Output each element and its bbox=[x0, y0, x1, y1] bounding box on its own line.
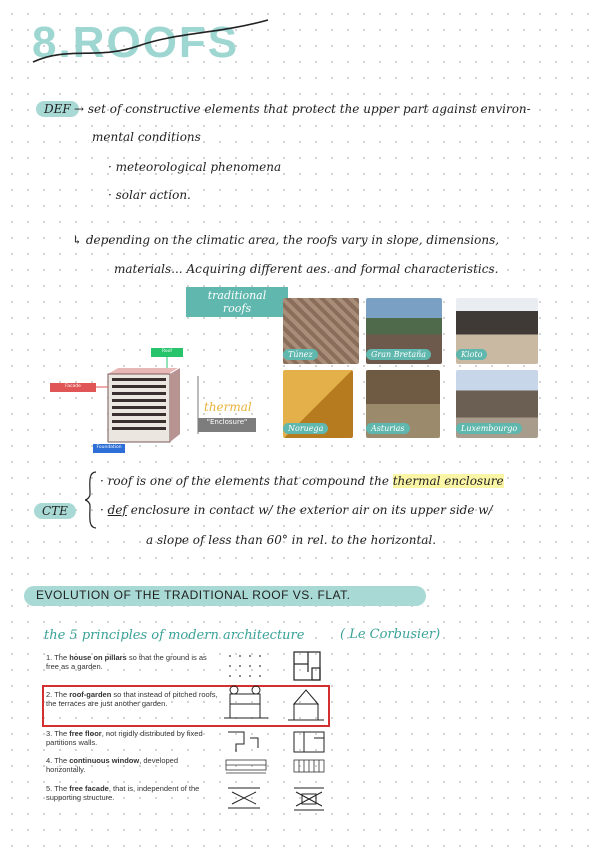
cte-bullet-2-line-2: a slope of less than 60° in rel. to the horizontal. bbox=[146, 533, 437, 547]
cte-tag: CTE bbox=[34, 503, 76, 519]
traditional-roofs-label bbox=[186, 287, 288, 317]
photo-kioto bbox=[456, 298, 538, 364]
free-facade-sketch bbox=[228, 788, 324, 810]
principle-2: 2. The roof-garden so that instead of pitched roofs, the terraces are just another garden. bbox=[46, 690, 218, 708]
photo-caption: Gran Bretaña bbox=[366, 349, 431, 360]
evolution-title: EVOLUTION OF THE TRADITIONAL ROOF VS. FLAT. bbox=[36, 588, 351, 602]
def-line-2: mental conditions bbox=[92, 130, 201, 144]
photo-caption: Kioto bbox=[456, 349, 487, 360]
photo-caption: Asturias bbox=[366, 423, 410, 434]
page-title: 8.ROOFS bbox=[32, 18, 240, 67]
traditional-roofs-line-1: traditional bbox=[207, 289, 267, 302]
photo-caption: Noruega bbox=[283, 423, 328, 434]
def-sub-line-2: materials... Acquiring different aes. and formal characteristics. bbox=[114, 262, 499, 276]
foundation-tag: Foundation bbox=[96, 445, 122, 450]
principle-sketches bbox=[224, 648, 334, 818]
cte-def: def bbox=[107, 503, 127, 517]
principles-author: ( Le Corbusier) bbox=[340, 627, 441, 642]
def-tag: DEF bbox=[36, 101, 79, 117]
cte-brace bbox=[84, 470, 98, 530]
photo-gran-bretana bbox=[366, 298, 442, 364]
photo-caption: Luxembourgo bbox=[456, 423, 522, 434]
pillars-plan-sketch bbox=[294, 652, 320, 680]
principle-5: 5. The free facade, that is, independent of the supporting structure. bbox=[46, 784, 200, 802]
photo-tunez bbox=[283, 298, 359, 364]
principles-heading: the 5 principles of modern architecture bbox=[44, 628, 305, 643]
def-sub-line-1: ↳ depending on the climatic area, the roofs vary in slope, dimensions, bbox=[72, 233, 500, 247]
enclosure-tag: "Enclosure" bbox=[206, 418, 248, 426]
photo-noruega bbox=[283, 370, 353, 438]
cte-bullet-2-text: enclosure in contact w/ the exterior air on its upper side w/ bbox=[126, 503, 493, 517]
building-side bbox=[170, 368, 180, 442]
building-roof bbox=[108, 368, 178, 374]
photo-caption: Túnez bbox=[283, 349, 318, 360]
cte-bullet-2-prefix: · bbox=[100, 503, 108, 517]
photo-luxembourgo bbox=[456, 370, 538, 438]
pillars-grid-sketch bbox=[229, 655, 261, 677]
principle-1: 1. The house on pillars so that the ground is as free as a garden. bbox=[46, 653, 207, 671]
traditional-roofs-line-2: roofs bbox=[222, 302, 252, 315]
free-floor-sketch bbox=[228, 732, 324, 752]
roof-tag: Roof bbox=[161, 349, 172, 354]
def-line-1: → set of constructive elements that protect the upper part against environ- bbox=[74, 102, 531, 116]
continuous-window-sketch bbox=[226, 760, 324, 773]
photo-asturias bbox=[366, 370, 440, 438]
facade-tag: Facade bbox=[65, 384, 81, 389]
principle-3: 3. The free floor, not rigidly distributed by fixed partitions walls. bbox=[46, 729, 203, 747]
cte-highlight: thermal enclosure bbox=[392, 474, 504, 488]
cte-bullet-2 bbox=[100, 503, 493, 517]
def-bullet-1: · meteorological phenomena bbox=[108, 160, 282, 174]
cte-bullet-1-text: · roof is one of the elements that compound the bbox=[100, 474, 393, 488]
roof-garden-section-sketch bbox=[224, 686, 268, 718]
title-scribble bbox=[28, 16, 278, 72]
principle-4: 4. The continuous window, developed horizontally. bbox=[46, 756, 179, 774]
pitched-roof-section-sketch bbox=[288, 690, 324, 720]
thermal-label: thermal bbox=[204, 400, 252, 414]
def-bullet-2: · solar action. bbox=[108, 188, 191, 202]
cte-bullet-1 bbox=[100, 474, 504, 488]
